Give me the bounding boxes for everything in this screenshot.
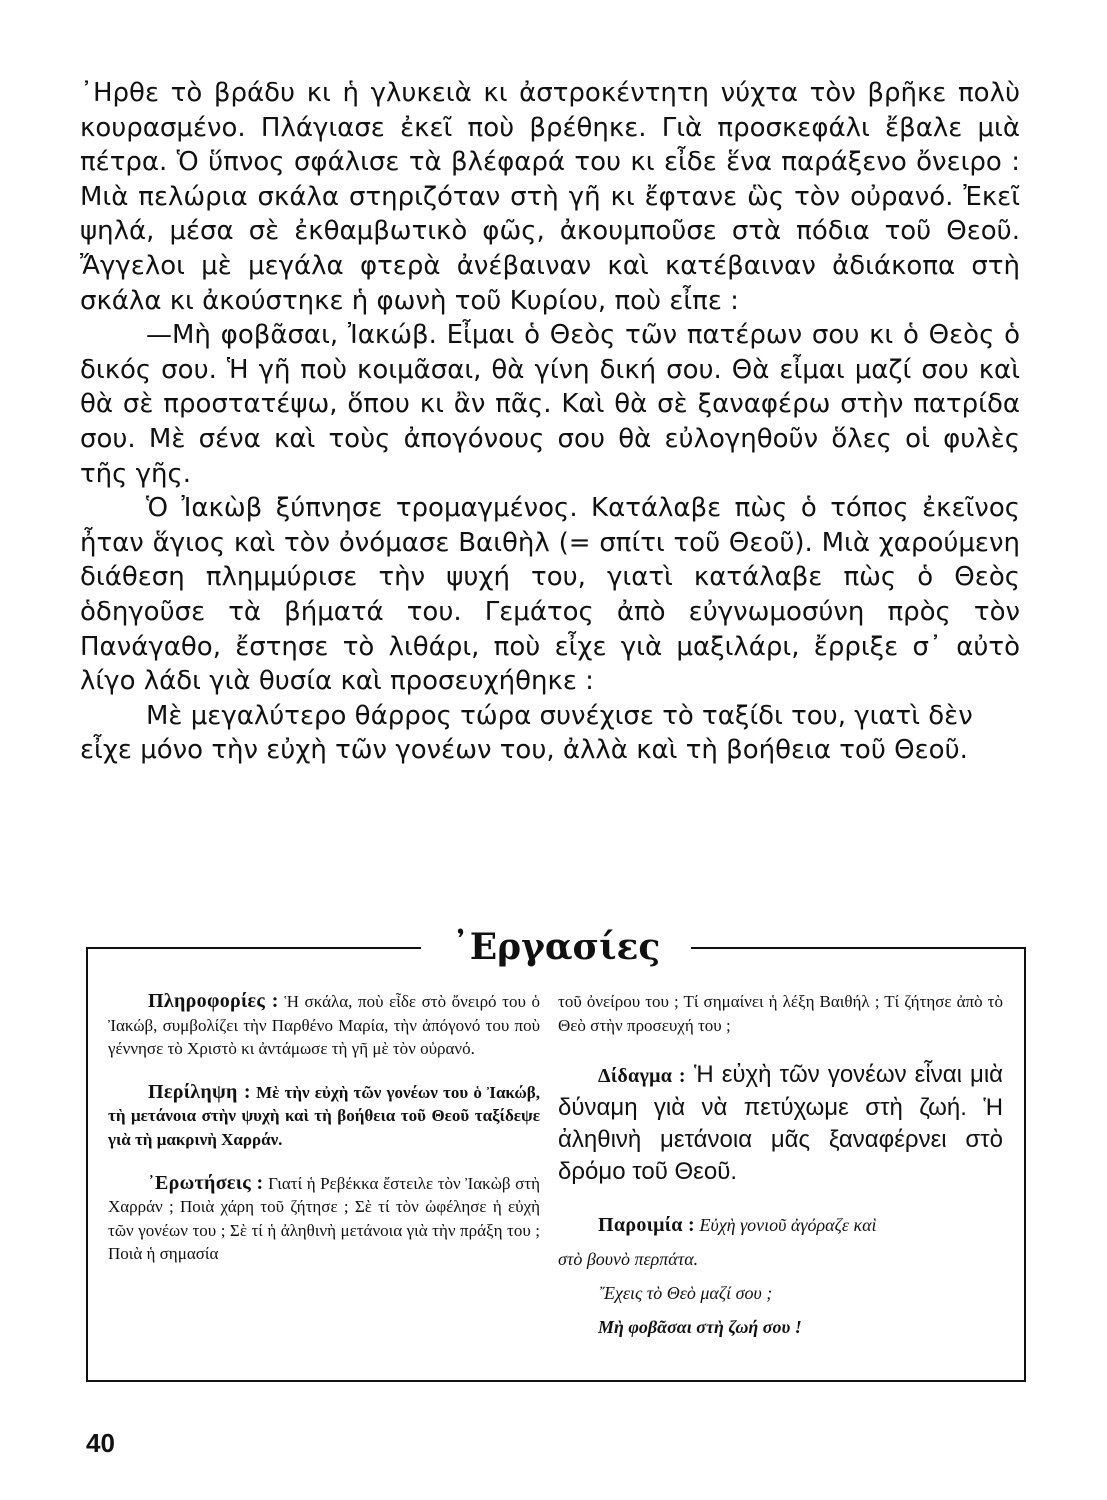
story-text	[80, 76, 1020, 768]
info-block	[108, 990, 540, 1061]
proverb-line: Μὴ φοβᾶσαι στὴ ζωή σου !	[598, 1317, 802, 1338]
summary-text: Μὲ τὴν εὐχὴ τῶν γονέων του ὁ Ἰακώβ, τὴ μετάνοια στὴν ψυχὴ καὶ τὴ βοήθεια τοῦ Θεοῦ ταξίδεψε γιὰ τὴ μακρινὴ Χαρράν.	[108, 1082, 541, 1149]
summary-label: Περίληψη :	[148, 1080, 251, 1103]
proverb-block	[558, 1208, 1003, 1344]
questions-block	[108, 1172, 540, 1266]
story-paragraph: Μὲ μεγαλύτερο θάρρος τώρα συνέχισε τὸ ταξίδι του, γιατὶ δὲν εἶχε μόνο τὴν εὐχὴ τῶν γονέων του, ἀλλὰ καὶ τὴ βοήθεια τοῦ Θεοῦ.	[80, 700, 973, 766]
exercises-title: ᾿Εργασίες	[451, 926, 661, 968]
questions-text: Γιατί ἡ Ρεβέκκα ἔστειλε τὸν Ἰακὼβ στὴ Χαρράν ; Ποιὰ χάρη τοῦ ζήτησε ; Σὲ τί τὸν ὠφέλησε ἡ εὐχὴ τῶν γονέων του ; Σὲ τί ἡ ἀληθινὴ μετάνοια γιὰ τὴν πράξη του ; Ποιὰ ἡ σημασία	[108, 1173, 541, 1264]
proverb-line: στὸ βουνὸ περπάτα.	[558, 1249, 699, 1270]
summary-block	[108, 1081, 540, 1152]
lesson-label: Δίδαγμα :	[598, 1065, 686, 1088]
story-paragraph: ᾿Ηρθε τὸ βράδυ κι ἡ γλυκειὰ κι ἀστροκέντητη νύχτα τὸν βρῆκε πολὺ κουρασμένο. Πλάγιασε ἐκεῖ ποὺ βρέθηκε. Γιὰ προσκεφάλι ἔβαλε μιὰ πέτρα. Ὁ ὕπνος σφάλισε τὰ βλέφαρά του κι εἶδε ἕνα παράξενο ὄνειρο : Μιὰ πελώρια σκάλα στηριζόταν στὴ γῆ κι ἔφτανε ὣς τὸν οὐρανό. Ἐκεῖ ψηλά, μέσα σὲ ἐκθαμβωτικὸ φῶς, ἀκουμποῦσε στὰ πόδια τοῦ Θεοῦ. Ἄγγελοι μὲ μεγάλα φτερὰ ἀνέβαιναν καὶ κατέβαιναν ἀδιάκοπα στὴ σκάλα κι ἀκούστηκε ἡ φωνὴ τοῦ Κυρίου, ποὺ εἶπε :	[80, 78, 1020, 316]
proverb-label: Παροιμία :	[598, 1214, 695, 1237]
info-text: Ἡ σκάλα, ποὺ εἶδε στὸ ὄνειρό του ὁ Ἰακώβ, συμβολίζει τὴν Παρθένο Μαρία, τὴν ἀπόγονό του ποὺ γέννησε τὸ Χριστὸ κι ἀντάμωσε τὴ γῆ μὲ τὸν οὐρανό.	[108, 992, 541, 1059]
questions-continued: τοῦ ὀνείρου του ; Τί σημαίνει ἡ λέξη Βαιθήλ ; Τί ζήτησε ἀπὸ τὸ Θεὸ στὴν προσευχή του ;	[558, 992, 1003, 1035]
lesson-block	[558, 1059, 1003, 1188]
story-paragraph: —Μὴ φοβᾶσαι, Ἰακώβ. Εἶμαι ὁ Θεὸς τῶν πατέρων σου κι ὁ Θεὸς ὁ δικός σου. Ἡ γῆ ποὺ κοιμᾶσαι, θὰ γίνη δική σου. Θὰ εἶμαι μαζί σου καὶ θὰ σὲ προστατέψω, ὅπου κι ἂν πᾶς. Καὶ θὰ σὲ ξαναφέρω στὴν πατρίδα σου. Μὲ σένα καὶ τοὺς ἀπογόνους σου θὰ εὐλογηθοῦν ὅλες οἱ φυλὲς τῆς γῆς.	[80, 320, 1020, 489]
questions-label: ᾿Ερωτήσεις :	[148, 1171, 264, 1194]
proverb-line: ῎Εχεις τὸ Θεὸ μαζί σου ;	[598, 1283, 773, 1304]
exercises-right-column	[558, 990, 1003, 1344]
info-label: Πληροφορίες :	[148, 990, 279, 1012]
page-number: 40	[86, 1428, 115, 1458]
exercises-left-column	[108, 990, 540, 1286]
exercises-box	[86, 948, 1026, 1382]
lesson-text: Ἡ εὐχὴ τῶν γονέων εἶναι μιὰ δύναμη γιὰ νὰ πετύχωμε στὴ ζωή. Ἡ ἀληθινὴ μετάνοια μᾶς ξαναφέρνει στὸ δρόμο τοῦ Θεοῦ.	[558, 1061, 1004, 1186]
story-paragraph: Ὁ Ἰακὼβ ξύπνησε τρομαγμένος. Κατάλαβε πὼς ὁ τόπος ἐκεῖνος ἦταν ἅγιος καὶ τὸν ὀνόμασε Βαιθὴλ (= σπίτι τοῦ Θεοῦ). Μιὰ χαρούμενη διάθεση πλημμύρισε τὴν ψυχή του, γιατὶ κατάλαβε πὼς ὁ Θεὸς ὁδηγοῦσε τὰ βήματά του. Γεμάτος ἀπὸ εὐγνωμοσύνη πρὸς τὸν Πανάγαθο, ἔστησε τὸ λιθάρι, ποὺ εἶχε γιὰ μαξιλάρι, ἔρριξε σ᾿ αὐτὸ λίγο λάδι γιὰ θυσία καὶ προσευχήθηκε :	[80, 493, 1020, 697]
proverb-line: Εὐχὴ γονιοῦ ἀγόραζε καὶ	[699, 1215, 877, 1236]
